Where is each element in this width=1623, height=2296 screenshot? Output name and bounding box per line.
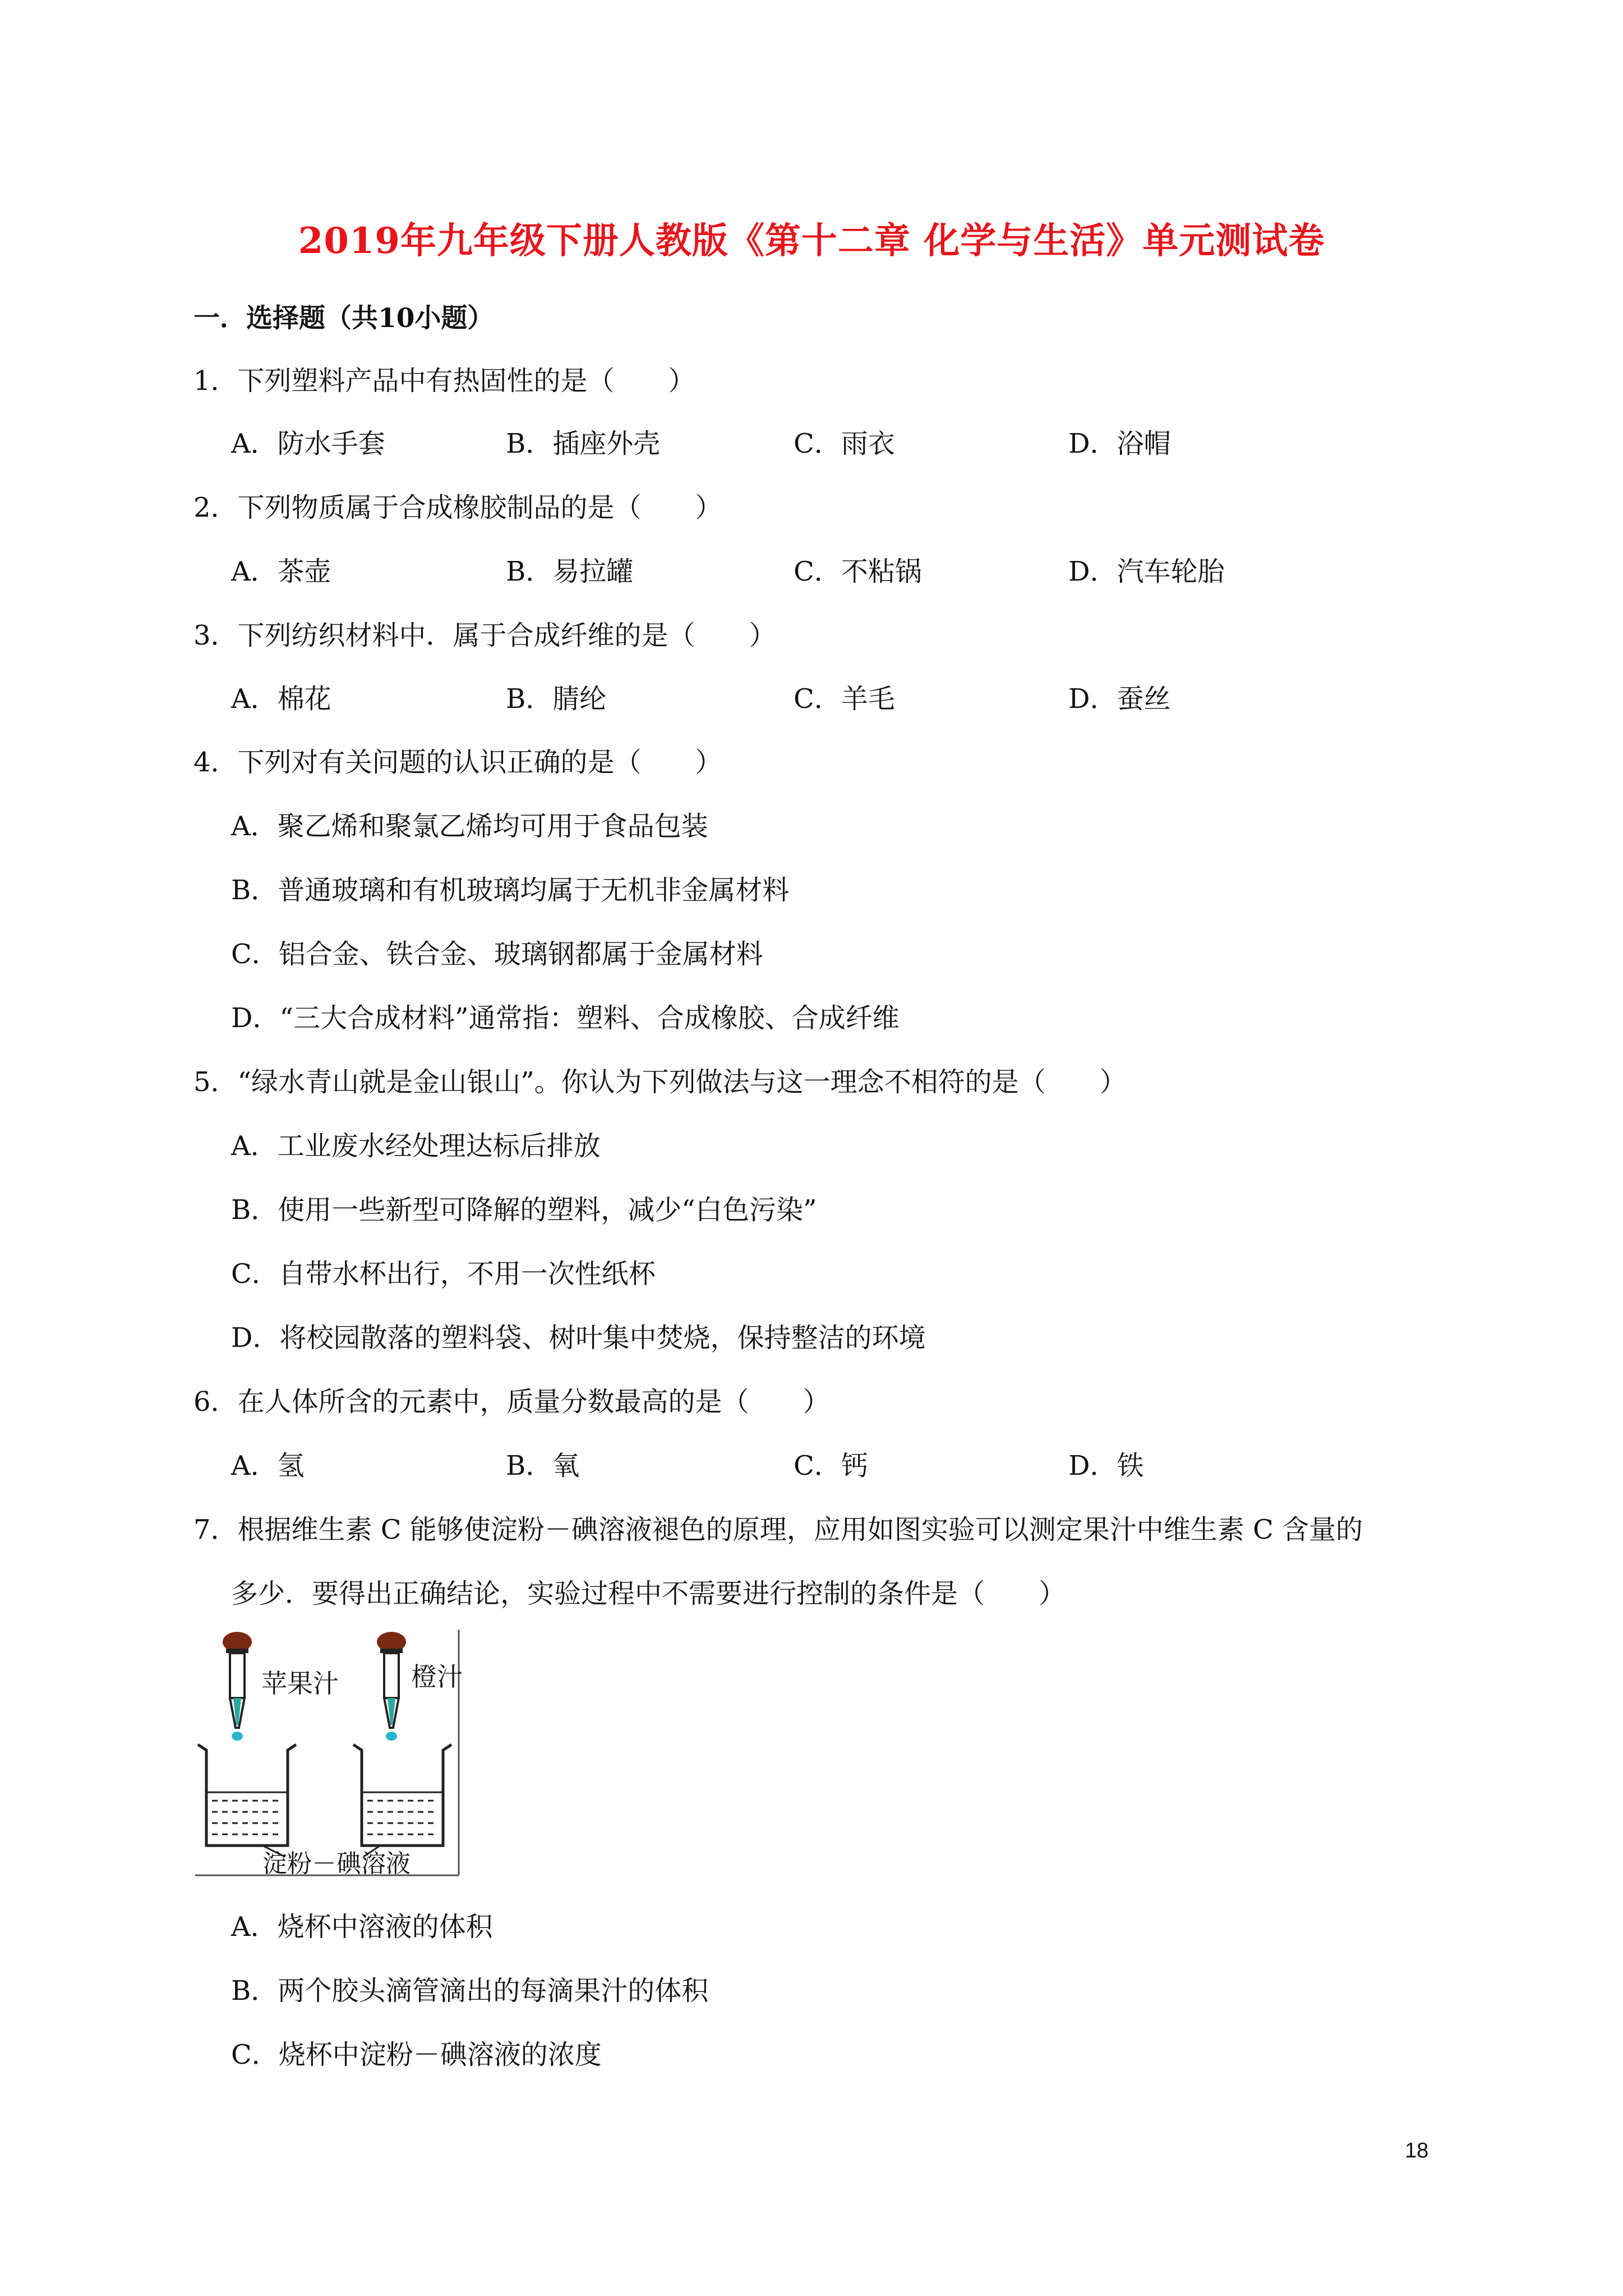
q2-option-d: D．汽车轮胎 <box>1068 556 1225 587</box>
q7-option-c: C．烧杯中淀粉－碘溶液的浓度 <box>231 2039 602 2070</box>
q4-option-b: B．普通玻璃和有机玻璃均属于无机非金属材料 <box>231 875 790 906</box>
experiment-figure <box>195 1630 464 1876</box>
q5-option-a: A．工业废水经处理达标后排放 <box>231 1130 601 1162</box>
label-orange-juice: 橙汁 <box>411 1662 463 1691</box>
q2-option-a: A．茶壶 <box>231 556 331 587</box>
q5-option-d: D．将校园散落的塑料袋、树叶集中焚烧，保持整洁的环境 <box>231 1322 926 1354</box>
dropper-right-icon <box>377 1632 406 1741</box>
page-title: 2019年九年级下册人教版《第十二章 化学与生活》单元测试卷 <box>298 220 1325 262</box>
q3-option-b: B．腈纶 <box>506 683 607 715</box>
question-3-stem: 3．下列纺织材料中．属于合成纤维的是（ ） <box>193 620 776 651</box>
beaker-left-icon <box>198 1745 296 1846</box>
q5-option-b: B．使用一些新型可降解的塑料，减少“白色污染” <box>231 1194 817 1226</box>
q1-option-a: A．防水手套 <box>231 428 385 459</box>
q5-option-c: C．自带水杯出行，不用一次性纸杯 <box>231 1258 656 1290</box>
q4-option-c: C．铝合金、铁合金、玻璃钢都属于金属材料 <box>231 938 763 970</box>
q2-option-c: C．不粘锅 <box>794 556 922 587</box>
question-7-stem-continued: 多少．要得出正确结论，实验过程中不需要进行控制的条件是（ ） <box>231 1578 1066 1609</box>
q4-option-d: D．“三大合成材料”通常指：塑料、合成橡胶、合成纤维 <box>231 1002 900 1034</box>
dropper-left-icon <box>223 1632 252 1741</box>
q1-option-c: C．雨衣 <box>794 428 895 459</box>
question-5-stem: 5．“绿水青山就是金山银山”。你认为下列做法与这一理念不相符的是（ ） <box>193 1066 1127 1098</box>
question-4-stem: 4．下列对有关问题的认识正确的是（ ） <box>193 747 722 778</box>
q6-option-d: D．铁 <box>1068 1450 1144 1481</box>
q4-option-a: A．聚乙烯和聚氯乙烯均可用于食品包装 <box>231 811 708 842</box>
beaker-right-icon <box>353 1745 451 1846</box>
label-apple-juice: 苹果汁 <box>261 1669 339 1698</box>
q7-option-a: A．烧杯中溶液的体积 <box>231 1911 493 1943</box>
question-7-stem: 7．根据维生素 C 能够使淀粉－碘溶液褪色的原理，应用如图实验可以测定果汁中维生素 C 含量的 <box>193 1514 1363 1545</box>
q3-option-c: C．羊毛 <box>794 683 895 715</box>
label-starch-iodine: 淀粉－碘溶液 <box>262 1850 411 1876</box>
q3-option-d: D．蚕丝 <box>1068 683 1171 715</box>
q2-option-b: B．易拉罐 <box>506 556 634 587</box>
q6-option-b: B．氧 <box>506 1450 580 1481</box>
q6-option-c: C．钙 <box>794 1450 868 1481</box>
q3-option-a: A．棉花 <box>231 683 331 715</box>
question-6-stem: 6．在人体所含的元素中，质量分数最高的是（ ） <box>193 1386 830 1418</box>
q1-option-b: B．插座外壳 <box>506 428 661 459</box>
section-heading: 一．选择题（共10小题） <box>193 303 494 334</box>
question-2-stem: 2．下列物质属于合成橡胶制品的是（ ） <box>193 492 722 523</box>
q6-option-a: A．氢 <box>231 1450 305 1481</box>
q7-option-b: B．两个胶头滴管滴出的每滴果汁的体积 <box>231 1975 709 2007</box>
question-1-stem: 1．下列塑料产品中有热固性的是（ ） <box>193 365 695 397</box>
q1-option-d: D．浴帽 <box>1068 428 1171 459</box>
page-number: 18 <box>1405 2139 1429 2162</box>
